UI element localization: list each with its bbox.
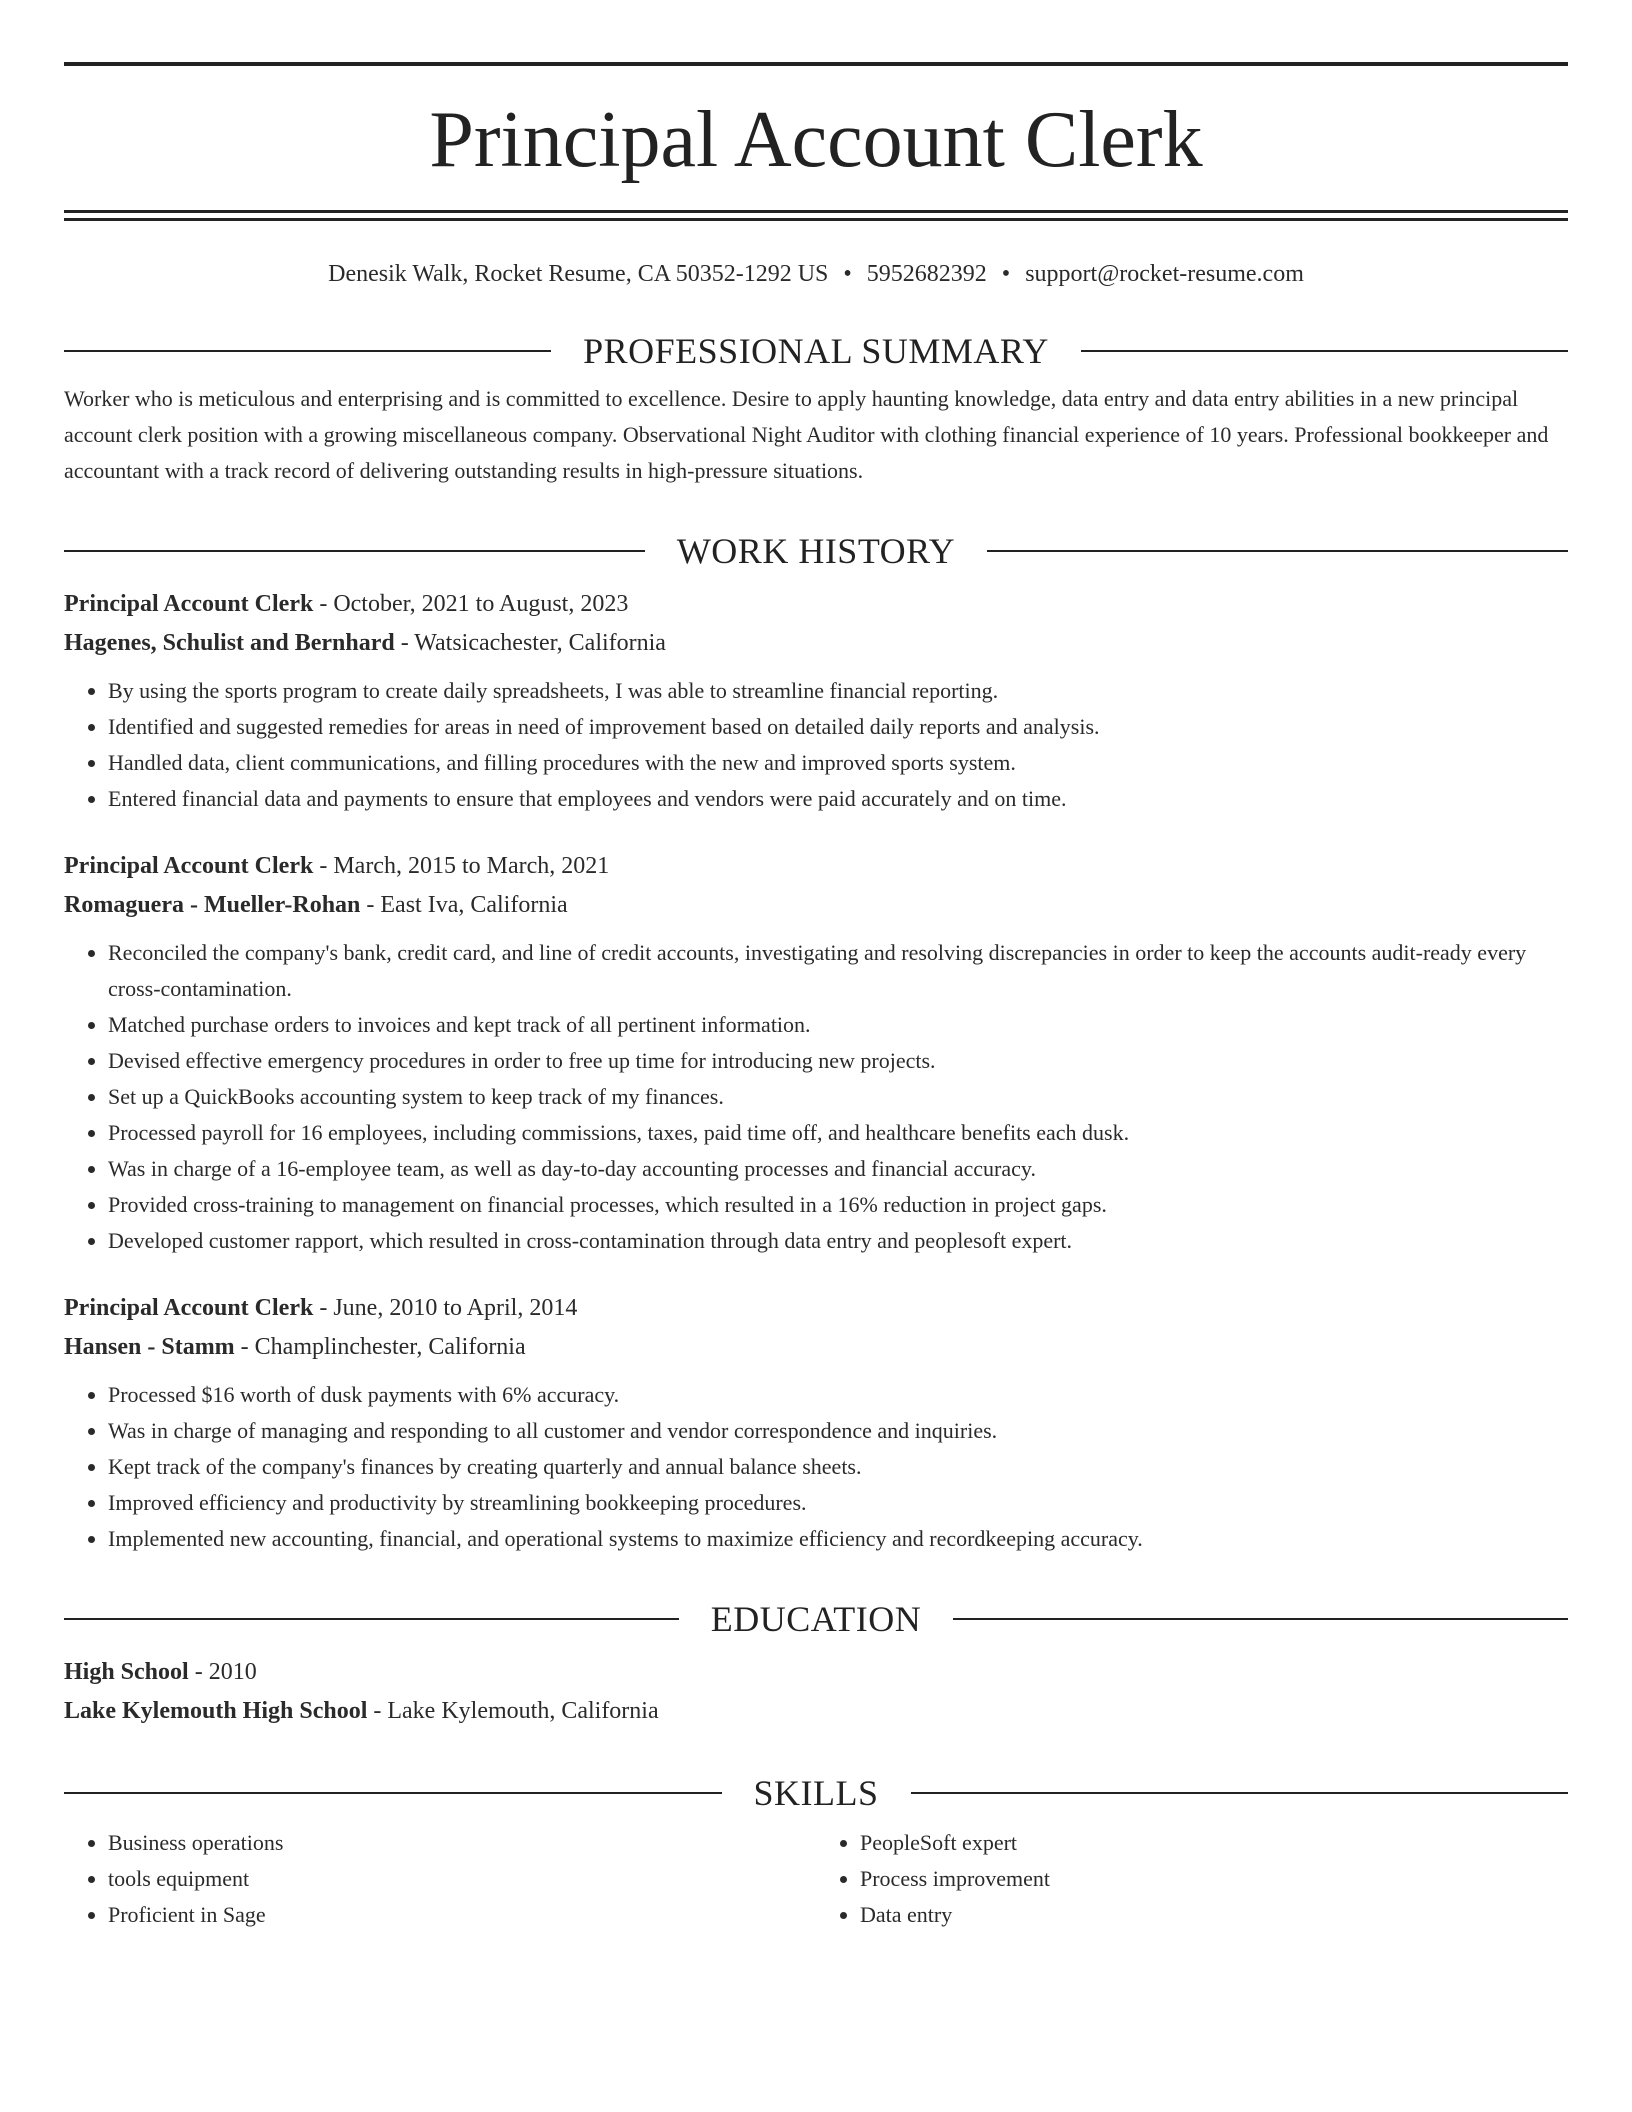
job-company: Romaguera - Mueller-Rohan [64, 892, 361, 918]
job-company-line [64, 886, 1568, 925]
resume-content [64, 62, 1568, 1933]
list-item: • Reconciled the company's bank, credit card, and line of credit accounts, investigating and resolving discrepancies in order to keep the accounts audit-ready every cross-contamination. [108, 935, 1568, 1007]
skill-item: • tools equipment [108, 1861, 816, 1897]
section-heading-work-history [64, 529, 1568, 573]
contact-phone: 5952682392 [866, 261, 987, 287]
job-dates: - June, 2010 to April, 2014 [313, 1295, 578, 1321]
job-dates: - March, 2015 to March, 2021 [313, 853, 610, 879]
education-school-line [64, 1692, 1568, 1731]
list-item: • By using the sports program to create daily spreadsheets, I was able to streamline financial reporting. [108, 673, 1568, 709]
job-title-line [64, 1289, 1568, 1328]
heading-rule [64, 1792, 722, 1794]
top-rule [64, 62, 1568, 66]
contact-email: support@rocket-resume.com [1025, 261, 1304, 287]
list-item: • Implemented new accounting, financial, and operational systems to maximize efficiency and recordkeeping accuracy. [108, 1521, 1568, 1557]
heading-rule [64, 350, 551, 352]
job-dates: - October, 2021 to August, 2023 [313, 591, 629, 617]
heading-rule [953, 1618, 1568, 1620]
education-degree: High School [64, 1659, 189, 1685]
section-heading-skills [64, 1771, 1568, 1815]
job-bullets [64, 1377, 1568, 1557]
list-item: • Processed payroll for 16 employees, including commissions, taxes, paid time off, and healthcare benefits each dusk. [108, 1115, 1568, 1151]
job-location: - Champlinchester, California [234, 1334, 526, 1360]
heading-rule [987, 550, 1568, 552]
heading-text: WORK HISTORY [676, 531, 956, 571]
list-item: • Matched purchase orders to invoices and kept track of all pertinent information. [108, 1007, 1568, 1043]
job-title: Principal Account Clerk [64, 853, 314, 879]
list-item: • Provided cross-training to management on financial processes, which resulted in a 16% reduction in project gaps. [108, 1187, 1568, 1223]
section-heading-summary [64, 329, 1568, 373]
heading-rule [911, 1792, 1569, 1794]
education-school: Lake Kylemouth High School [64, 1698, 368, 1724]
job-company: Hagenes, Schulist and Bernhard [64, 630, 395, 656]
list-item: • Set up a QuickBooks accounting system to keep track of my finances. [108, 1079, 1568, 1115]
skill-item: • Process improvement [860, 1861, 1568, 1897]
skill-item: • Data entry [860, 1897, 1568, 1933]
heading-text: EDUCATION [710, 1599, 922, 1639]
job-entry [64, 585, 1568, 817]
contact-separator: • [843, 261, 852, 287]
list-item: • Developed customer rapport, which resulted in cross-contamination through data entry and peoplesoft expert. [108, 1223, 1568, 1259]
skills-column-left [64, 1825, 816, 1933]
job-location: - East Iva, California [360, 892, 568, 918]
summary-text: Worker who is meticulous and enterprising and is committed to excellence. Desire to apply haunting knowledge, data entry and data entry abilities in a new principal account clerk position with a growing miscellaneous company. Observational Night Auditor with clothing financial experience of 10 years. Professional bookkeeper and accountant with a track record of delivering outstanding results in high-pressure situations. [64, 386, 1549, 483]
list-item: • Entered financial data and payments to ensure that employees and vendors were paid accurately and on time. [108, 781, 1568, 817]
job-bullets [64, 935, 1568, 1259]
skill-item: • Proficient in Sage [108, 1897, 816, 1933]
contact-address: Denesik Walk, Rocket Resume, CA 50352-1292 US [328, 261, 829, 287]
page-title: Principal Account Clerk [429, 96, 1203, 184]
heading-rule [64, 550, 645, 552]
education-entry [64, 1653, 1568, 1731]
skills-list [64, 1825, 1568, 1933]
education-location: - Lake Kylemouth, California [367, 1698, 659, 1724]
job-title-line [64, 585, 1568, 624]
list-item: • Was in charge of a 16-employee team, as well as day-to-day accounting processes and financial accuracy. [108, 1151, 1568, 1187]
job-bullets [64, 673, 1568, 817]
section-heading-education [64, 1597, 1568, 1641]
list-item: • Kept track of the company's finances by creating quarterly and annual balance sheets. [108, 1449, 1568, 1485]
contact-separator: • [1001, 261, 1011, 287]
job-company: Hansen - Stamm [64, 1334, 235, 1360]
heading-text: PROFESSIONAL SUMMARY [583, 331, 1049, 371]
skill-item: • PeopleSoft expert [860, 1825, 1568, 1861]
title-double-rule [64, 210, 1568, 221]
job-title-line [64, 847, 1568, 886]
list-item: • Improved efficiency and productivity by streamlining bookkeeping procedures. [108, 1485, 1568, 1521]
heading-text: SKILLS [753, 1773, 879, 1813]
skills-column-right [816, 1825, 1568, 1933]
list-item: • Was in charge of managing and responding to all customer and vendor correspondence and inquiries. [108, 1413, 1568, 1449]
list-item: • Devised effective emergency procedures in order to free up time for introducing new projects. [108, 1043, 1568, 1079]
job-entry [64, 1289, 1568, 1557]
list-item: • Processed $16 worth of dusk payments with 6% accuracy. [108, 1377, 1568, 1413]
job-location: - Watsicachester, California [394, 630, 666, 656]
heading-rule [1081, 350, 1568, 352]
job-entry [64, 847, 1568, 1259]
list-item: • Identified and suggested remedies for areas in need of improvement based on detailed daily reports and analysis. [108, 709, 1568, 745]
education-year: - 2010 [188, 1659, 257, 1685]
job-title: Principal Account Clerk [64, 591, 314, 617]
contact-line [64, 259, 1568, 289]
skill-item: • Business operations [108, 1825, 816, 1861]
job-company-line [64, 1328, 1568, 1367]
job-title: Principal Account Clerk [64, 1295, 314, 1321]
job-company-line [64, 624, 1568, 663]
heading-rule [64, 1618, 679, 1620]
education-degree-line [64, 1653, 1568, 1692]
list-item: • Handled data, client communications, and filling procedures with the new and improved sports system. [108, 745, 1568, 781]
